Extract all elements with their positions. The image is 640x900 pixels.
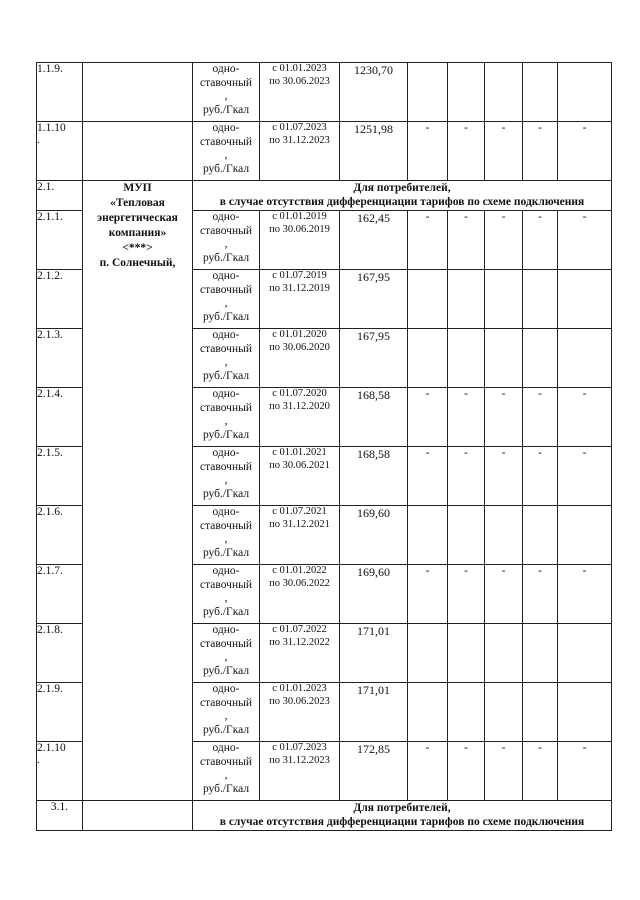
unit-line: одно-: [212, 447, 240, 459]
unit-line: ,: [224, 415, 228, 427]
tariff-value: 168,58: [340, 388, 408, 447]
section-title-line: Для потребителей,: [353, 182, 451, 194]
organization-name-line: п. Солнечный,: [99, 257, 176, 269]
period-from: с 01.07.2020: [272, 388, 327, 399]
tariff-extra-cell: -: [523, 565, 558, 624]
unit-line: ,: [224, 297, 228, 309]
period-from: с 01.07.2023: [272, 122, 327, 133]
tariff-extra-cell: -: [448, 447, 485, 506]
row-number-text: 2.1.3.: [37, 329, 63, 341]
tariff-value: 162,45: [340, 211, 408, 270]
tariff-extra-cell: -: [408, 742, 448, 801]
unit-line: одно-: [212, 122, 240, 134]
tariff-extra-cell: [523, 624, 558, 683]
row-number-text: 2.1.7.: [37, 565, 63, 577]
tariff-extra-cell: [408, 506, 448, 565]
unit-line: одно-: [212, 683, 240, 695]
tariff-extra-cell: [523, 63, 558, 122]
unit-line: ставочный: [200, 76, 252, 89]
unit-line: ставочный: [200, 578, 252, 591]
unit-line: одно-: [212, 388, 240, 400]
tariff-extra-cell: [558, 63, 612, 122]
tariff-value: 169,60: [340, 506, 408, 565]
tariff-extra-cell: -: [485, 388, 523, 447]
tariff-extra-cell: [523, 506, 558, 565]
tariff-value: 167,95: [340, 329, 408, 388]
tariff-extra-cell: [485, 63, 523, 122]
unit-cell: [193, 388, 260, 447]
tariff-extra-cell: [448, 624, 485, 683]
unit-line: руб./Гкал: [202, 162, 250, 175]
period-cell: [260, 624, 340, 683]
tariff-extra-cell: [523, 270, 558, 329]
row-number: [37, 122, 83, 181]
tariff-extra-cell: -: [558, 388, 612, 447]
period-to: по 30.06.2020: [269, 341, 330, 353]
period-from: с 01.01.2022: [272, 565, 327, 576]
tariff-extra-cell: -: [523, 742, 558, 801]
period-cell: [260, 565, 340, 624]
period-from: с 01.01.2020: [272, 329, 327, 340]
unit-line: ставочный: [200, 519, 252, 532]
row-number: [37, 447, 83, 506]
tariff-extra-cell: [523, 683, 558, 742]
tariff-extra-cell: [448, 270, 485, 329]
organization-cell-empty: [83, 122, 193, 181]
unit-line: ставочный: [200, 696, 252, 709]
tariff-extra-cell: -: [408, 388, 448, 447]
tariff-extra-cell: [558, 624, 612, 683]
row-number-text: 2.1.4.: [37, 388, 63, 400]
tariff-extra-cell: [408, 624, 448, 683]
organization-cell: [83, 181, 193, 801]
unit-line: руб./Гкал: [202, 782, 250, 795]
tariff-extra-cell: -: [408, 211, 448, 270]
unit-line: ставочный: [200, 135, 252, 148]
tariff-value: 168,58: [340, 447, 408, 506]
organization-name-line: компания»: [108, 227, 167, 239]
tariff-extra-cell: -: [523, 211, 558, 270]
row-number: [37, 211, 83, 270]
unit-line: ,: [224, 533, 228, 545]
row-number: [37, 181, 83, 211]
section-title: [193, 181, 612, 211]
unit-cell: [193, 683, 260, 742]
period-cell: [260, 63, 340, 122]
unit-line: ,: [224, 90, 228, 102]
tariff-extra-cell: [558, 506, 612, 565]
organization-name-line: МУП: [123, 182, 152, 194]
row-number-text: 2.1.9.: [37, 683, 63, 695]
table-row: [37, 122, 612, 181]
organization-name-line: энергетическая: [97, 212, 178, 224]
unit-line: ,: [224, 710, 228, 722]
tariff-extra-cell: [485, 270, 523, 329]
tariff-extra-cell: [408, 329, 448, 388]
period-to: по 30.06.2021: [269, 459, 330, 471]
period-from: с 01.01.2019: [272, 211, 327, 222]
row-number-text: 2.1.8.: [37, 624, 63, 636]
row-number: [37, 506, 83, 565]
tariff-value: 171,01: [340, 624, 408, 683]
table-row: [37, 63, 612, 122]
unit-line: руб./Гкал: [202, 487, 250, 500]
tariff-extra-cell: [485, 506, 523, 565]
period-to: по 30.06.2023: [269, 695, 330, 707]
unit-line: ставочный: [200, 637, 252, 650]
tariff-extra-cell: [485, 624, 523, 683]
unit-cell: [193, 329, 260, 388]
unit-cell: [193, 506, 260, 565]
tariff-extra-cell: -: [558, 211, 612, 270]
tariff-extra-cell: [448, 329, 485, 388]
period-cell: [260, 122, 340, 181]
tariff-extra-cell: [408, 63, 448, 122]
period-cell: [260, 388, 340, 447]
tariff-extra-cell: -: [523, 122, 558, 181]
tariff-extra-cell: [558, 270, 612, 329]
unit-line: руб./Гкал: [202, 605, 250, 618]
row-number-text: 1.1.10 .: [37, 122, 66, 146]
unit-line: одно-: [212, 565, 240, 577]
period-to: по 30.06.2019: [269, 223, 330, 235]
period-cell: [260, 270, 340, 329]
tariff-value: 1251,98: [340, 122, 408, 181]
row-number-text: 2.1.6.: [37, 506, 63, 518]
unit-line: одно-: [212, 270, 240, 282]
period-to: по 31.12.2021: [269, 518, 330, 530]
row-number: [37, 270, 83, 329]
period-to: по 31.12.2022: [269, 636, 330, 648]
section-title-line: в случае отсутствия дифференциации тарифов по схеме подключения: [219, 816, 585, 828]
unit-cell: [193, 447, 260, 506]
period-to: по 31.12.2020: [269, 400, 330, 412]
unit-line: одно-: [212, 506, 240, 518]
period-from: с 01.07.2023: [272, 742, 327, 753]
row-number: [37, 63, 83, 122]
section-title-line: Для потребителей,: [353, 802, 451, 814]
tariff-extra-cell: -: [448, 742, 485, 801]
unit-line: одно-: [212, 742, 240, 754]
unit-line: ставочный: [200, 460, 252, 473]
period-from: с 01.07.2022: [272, 624, 327, 635]
unit-cell: [193, 624, 260, 683]
row-number: [37, 683, 83, 742]
unit-line: руб./Гкал: [202, 546, 250, 559]
unit-line: руб./Гкал: [202, 428, 250, 441]
tariff-value: 169,60: [340, 565, 408, 624]
tariff-value: 1230,70: [340, 63, 408, 122]
tariff-value: 167,95: [340, 270, 408, 329]
unit-line: ставочный: [200, 342, 252, 355]
section-title: [193, 801, 612, 831]
tariff-extra-cell: -: [448, 122, 485, 181]
unit-line: руб./Гкал: [202, 723, 250, 736]
tariff-extra-cell: [558, 683, 612, 742]
tariff-extra-cell: -: [558, 122, 612, 181]
row-number-text: 3.1.: [50, 801, 69, 813]
tariff-extra-cell: [448, 506, 485, 565]
unit-line: одно-: [212, 211, 240, 223]
period-from: с 01.01.2021: [272, 447, 327, 458]
organization-name-line: «Тепловая: [110, 197, 165, 209]
tariff-extra-cell: -: [448, 565, 485, 624]
tariff-extra-cell: -: [408, 565, 448, 624]
tariff-extra-cell: -: [448, 388, 485, 447]
tariff-extra-cell: -: [485, 742, 523, 801]
period-to: по 31.12.2019: [269, 282, 330, 294]
unit-line: руб./Гкал: [202, 251, 250, 264]
section-row: [37, 181, 612, 211]
tariff-value: 171,01: [340, 683, 408, 742]
unit-line: руб./Гкал: [202, 369, 250, 382]
tariff-extra-cell: -: [408, 122, 448, 181]
tariff-extra-cell: -: [558, 447, 612, 506]
row-number-text: 2.1.2.: [37, 270, 63, 282]
period-to: по 31.12.2023: [269, 754, 330, 766]
period-to: по 30.06.2023: [269, 75, 330, 87]
tariff-extra-cell: [485, 683, 523, 742]
unit-line: одно-: [212, 329, 240, 341]
tariff-extra-cell: -: [448, 211, 485, 270]
period-cell: [260, 683, 340, 742]
unit-line: ставочный: [200, 283, 252, 296]
unit-line: ,: [224, 769, 228, 781]
unit-cell: [193, 742, 260, 801]
unit-line: ,: [224, 474, 228, 486]
period-cell: [260, 506, 340, 565]
unit-line: ,: [224, 356, 228, 368]
period-from: с 01.07.2019: [272, 270, 327, 281]
unit-line: одно-: [212, 63, 240, 75]
tariff-extra-cell: -: [408, 447, 448, 506]
tariff-extra-cell: [448, 683, 485, 742]
period-cell: [260, 329, 340, 388]
tariff-extra-cell: [408, 270, 448, 329]
table-body: [37, 63, 612, 831]
period-from: с 01.07.2021: [272, 506, 327, 517]
unit-line: руб./Гкал: [202, 310, 250, 323]
tariff-extra-cell: -: [485, 565, 523, 624]
unit-line: руб./Гкал: [202, 103, 250, 116]
period-to: по 30.06.2022: [269, 577, 330, 589]
tariff-table: [36, 62, 612, 831]
unit-cell: [193, 211, 260, 270]
row-number: [37, 388, 83, 447]
unit-line: ,: [224, 651, 228, 663]
tariff-extra-cell: [523, 329, 558, 388]
period-cell: [260, 447, 340, 506]
tariff-extra-cell: -: [558, 742, 612, 801]
unit-cell: [193, 270, 260, 329]
period-cell: [260, 211, 340, 270]
period-cell: [260, 742, 340, 801]
unit-line: ставочный: [200, 224, 252, 237]
tariff-extra-cell: [408, 683, 448, 742]
unit-line: одно-: [212, 624, 240, 636]
tariff-extra-cell: -: [485, 447, 523, 506]
organization-name-line: <***>: [122, 242, 153, 254]
row-number-text: 2.1.10 .: [37, 742, 66, 766]
row-number-text: 2.1.1.: [37, 211, 63, 223]
unit-cell: [193, 565, 260, 624]
tariff-extra-cell: [448, 63, 485, 122]
unit-line: ставочный: [200, 755, 252, 768]
tariff-extra-cell: -: [523, 447, 558, 506]
tariff-extra-cell: -: [485, 122, 523, 181]
tariff-value: 172,85: [340, 742, 408, 801]
row-number: [37, 329, 83, 388]
row-number: [37, 742, 83, 801]
section-row: [37, 801, 612, 831]
tariff-extra-cell: [558, 329, 612, 388]
unit-line: ставочный: [200, 401, 252, 414]
unit-line: руб./Гкал: [202, 664, 250, 677]
unit-cell: [193, 122, 260, 181]
section-title-line: в случае отсутствия дифференциации тарифов по схеме подключения: [219, 196, 585, 208]
unit-cell: [193, 63, 260, 122]
row-number: [37, 801, 83, 831]
period-to: по 31.12.2023: [269, 134, 330, 146]
row-number-text: 1.1.9.: [37, 63, 63, 75]
tariff-extra-cell: -: [558, 565, 612, 624]
unit-line: ,: [224, 238, 228, 250]
row-number-text: 2.1.5.: [37, 447, 63, 459]
period-from: с 01.01.2023: [272, 683, 327, 694]
tariff-extra-cell: -: [523, 388, 558, 447]
unit-line: ,: [224, 592, 228, 604]
organization-cell-empty: [83, 63, 193, 122]
row-number: [37, 624, 83, 683]
tariff-extra-cell: [485, 329, 523, 388]
period-from: с 01.01.2023: [272, 63, 327, 74]
organization-cell-empty: [83, 801, 193, 831]
tariff-extra-cell: -: [485, 211, 523, 270]
unit-line: ,: [224, 149, 228, 161]
row-number: [37, 565, 83, 624]
row-number-text: 2.1.: [37, 181, 55, 193]
